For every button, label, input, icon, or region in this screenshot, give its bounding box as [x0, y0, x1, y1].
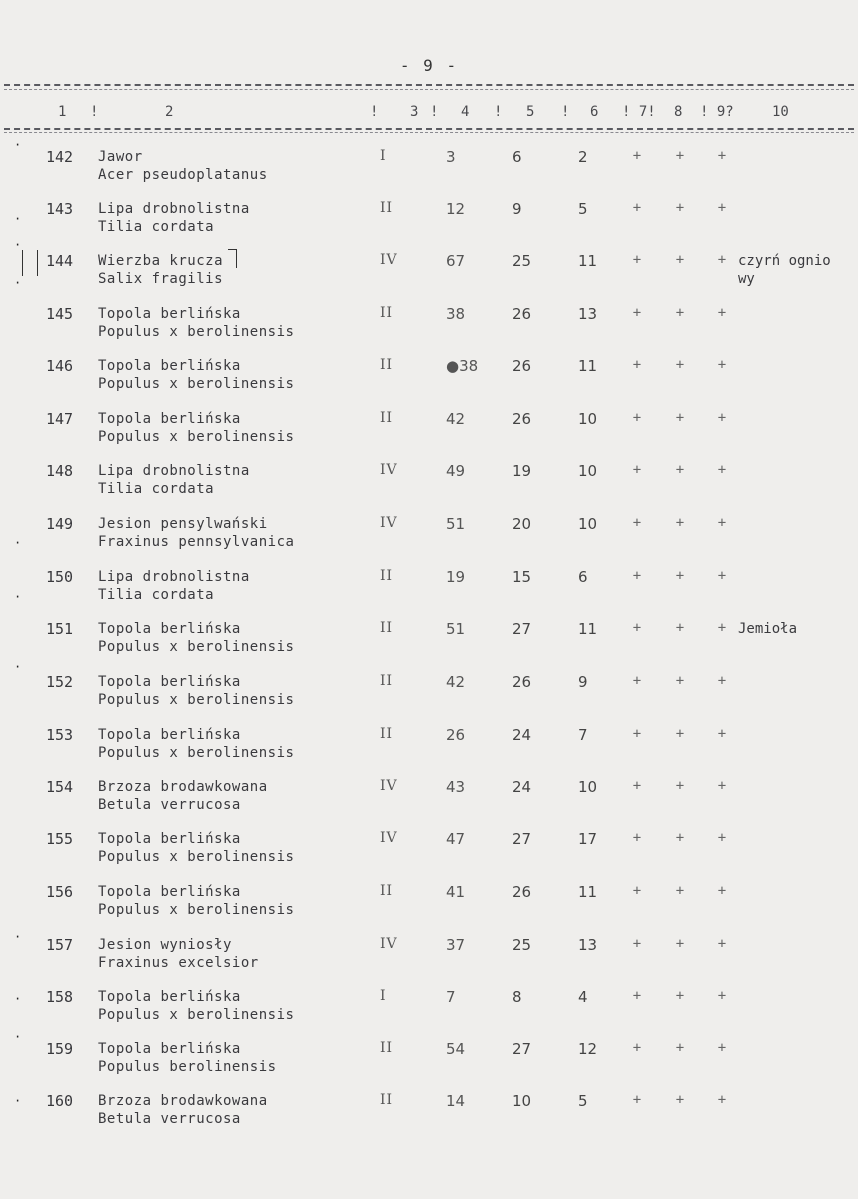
- col-3-value: II: [380, 1092, 394, 1108]
- polish-name: Topola berlińska: [98, 884, 241, 900]
- col-3-value: II: [380, 726, 394, 742]
- polish-name: Jesion wyniosły: [98, 937, 232, 953]
- species-names: [98, 988, 294, 1024]
- col-9-mark: +: [717, 148, 727, 164]
- header-sep: !: [561, 104, 570, 120]
- polish-name: Lipa drobnolistna: [98, 463, 250, 479]
- latin-name: Tilia cordata: [98, 219, 215, 235]
- col-7-mark: +: [632, 148, 642, 164]
- latin-name: Tilia cordata: [98, 587, 215, 603]
- latin-name: Populus berolinensis: [98, 1059, 277, 1075]
- species-names: [98, 883, 294, 919]
- col-3-value: IV: [380, 936, 398, 952]
- species-names: [98, 830, 294, 866]
- col-4-value: 49: [446, 462, 466, 480]
- col-4-value: 38: [446, 305, 466, 323]
- col-3-value: IV: [380, 778, 398, 794]
- col-6-value: 5: [578, 200, 588, 218]
- latin-name: Populus x berolinensis: [98, 849, 295, 865]
- col-7-mark: +: [632, 462, 642, 478]
- col-4-value: 26: [446, 726, 466, 744]
- col-3-value: II: [380, 357, 394, 373]
- header-col-2: 2: [165, 104, 174, 120]
- header-col-1: 1: [58, 104, 67, 120]
- row-number: 159: [46, 1040, 74, 1058]
- col-6-value: 5: [578, 1092, 588, 1110]
- col-5-value: 27: [512, 620, 532, 638]
- col-3-value: II: [380, 883, 394, 899]
- col-3-value: II: [380, 620, 394, 636]
- col-8-mark: +: [675, 778, 685, 794]
- col-9-mark: +: [717, 410, 727, 426]
- header-rule-thin: [4, 132, 854, 133]
- species-names: [98, 778, 268, 814]
- col-6-value: 12: [578, 1040, 598, 1058]
- col-9-mark: +: [717, 568, 727, 584]
- table-row: [0, 726, 858, 778]
- latin-name: Populus x berolinensis: [98, 324, 295, 340]
- polish-name: Topola berlińska: [98, 727, 241, 743]
- margin-dot: ·: [14, 992, 22, 1006]
- col-6-value: 9: [578, 673, 588, 691]
- row-number: 149: [46, 515, 74, 533]
- col-3-value: I: [380, 148, 387, 164]
- header-col-5: 5: [526, 104, 535, 120]
- row-number: 152: [46, 673, 74, 691]
- margin-dot: ·: [14, 930, 22, 944]
- latin-name: Acer pseudoplatanus: [98, 167, 268, 183]
- col-5-value: 27: [512, 830, 532, 848]
- row-number: 146: [46, 357, 74, 375]
- margin-dot: ·: [14, 276, 22, 290]
- row-number: 155: [46, 830, 74, 848]
- col-9-mark: +: [717, 778, 727, 794]
- col-5-value: 15: [512, 568, 532, 586]
- row-number: 160: [46, 1092, 74, 1110]
- col-6-value: 2: [578, 148, 588, 166]
- row-number: 154: [46, 778, 74, 796]
- row-number: 153: [46, 726, 74, 744]
- col-9-mark: +: [717, 357, 727, 373]
- table-row: [0, 462, 858, 514]
- col-8-mark: +: [675, 200, 685, 216]
- col-3-value: IV: [380, 252, 398, 268]
- row-number: 143: [46, 200, 74, 218]
- latin-name: Populus x berolinensis: [98, 639, 295, 655]
- polish-name: Topola berlińska: [98, 674, 241, 690]
- col-10-notes: [738, 252, 831, 288]
- col-6-value: 4: [578, 988, 588, 1006]
- row-number: 147: [46, 410, 74, 428]
- col-4-value: 37: [446, 936, 466, 954]
- col-9-mark: +: [717, 620, 727, 636]
- table-row: [0, 1092, 858, 1144]
- polish-name: Lipa drobnolistna: [98, 201, 250, 217]
- table-row: [0, 936, 858, 988]
- col-8-mark: +: [675, 357, 685, 373]
- col-4-value: 54: [446, 1040, 466, 1058]
- col-5-value: 26: [512, 410, 532, 428]
- species-names: [98, 1040, 277, 1076]
- col-8-mark: +: [675, 515, 685, 531]
- table-row: [0, 200, 858, 252]
- latin-name: Salix fragilis: [98, 271, 224, 287]
- col-6-value: 13: [578, 305, 598, 323]
- col-5-value: 26: [512, 357, 532, 375]
- table-row: [0, 1040, 858, 1092]
- col-9-mark: +: [717, 1092, 727, 1108]
- header-rule: [4, 128, 854, 130]
- col-9-mark: +: [717, 830, 727, 846]
- margin-dot: ·: [14, 238, 22, 252]
- col-4-value: 47: [446, 830, 466, 848]
- col-4-value: 19: [446, 568, 466, 586]
- col-9-mark: +: [717, 673, 727, 689]
- col-5-value: 8: [512, 988, 522, 1006]
- table-row: [0, 515, 858, 567]
- col-7-mark: +: [632, 357, 642, 373]
- col-4-value: 67: [446, 252, 466, 270]
- col-8-mark: +: [675, 148, 685, 164]
- table-row: [0, 883, 858, 935]
- row-number: 157: [46, 936, 74, 954]
- note-line-1: czyrń ognio: [738, 253, 831, 269]
- latin-name: Populus x berolinensis: [98, 1007, 295, 1023]
- latin-name: Populus x berolinensis: [98, 692, 295, 708]
- col-7-mark: +: [632, 410, 642, 426]
- table-row: [0, 830, 858, 882]
- note-line-1: Jemioła: [738, 621, 798, 637]
- polish-name: Brzoza brodawkowana: [98, 1093, 268, 1109]
- col-6-value: 17: [578, 830, 598, 848]
- col-8-mark: +: [675, 620, 685, 636]
- polish-name: Topola berlińska: [98, 358, 241, 374]
- col-8-mark: +: [675, 462, 685, 478]
- header-col-6: 6: [590, 104, 599, 120]
- polish-name: Topola berlińska: [98, 989, 241, 1005]
- col-4-value: 43: [446, 778, 466, 796]
- header-col-7: ! 7!: [622, 104, 656, 120]
- species-names: [98, 568, 250, 604]
- col-4-value: 42: [446, 410, 466, 428]
- col-10-notes: [738, 620, 797, 638]
- margin-dot: ·: [14, 660, 22, 674]
- polish-name: Topola berlińska: [98, 621, 241, 637]
- polish-name: Brzoza brodawkowana: [98, 779, 268, 795]
- margin-dot: ·: [14, 212, 22, 226]
- col-5-value: 9: [512, 200, 522, 218]
- col-7-mark: +: [632, 305, 642, 321]
- species-names: [98, 620, 294, 656]
- species-names: [98, 148, 268, 184]
- species-names: [98, 936, 259, 972]
- top-rule: [4, 84, 854, 86]
- margin-dot: ·: [14, 138, 22, 152]
- latin-name: Populus x berolinensis: [98, 902, 295, 918]
- row-number: 142: [46, 148, 74, 166]
- table-row: [0, 357, 858, 409]
- species-names: [98, 200, 250, 236]
- col-3-value: IV: [380, 830, 398, 846]
- latin-name: Fraxinus pennsylvanica: [98, 534, 295, 550]
- species-names: [98, 252, 223, 288]
- col-5-value: 19: [512, 462, 532, 480]
- row-number: 144: [46, 252, 74, 270]
- latin-name: Fraxinus excelsior: [98, 955, 259, 971]
- col-5-value: 25: [512, 936, 532, 954]
- col-6-value: 7: [578, 726, 588, 744]
- col-4-value: 51: [446, 515, 466, 533]
- col-9-mark: +: [717, 936, 727, 952]
- table-row: [0, 988, 858, 1040]
- col-5-value: 27: [512, 1040, 532, 1058]
- margin-dot: ·: [14, 1094, 22, 1108]
- margin-dot: ·: [14, 590, 22, 604]
- polish-name: Lipa drobnolistna: [98, 569, 250, 585]
- col-8-mark: +: [675, 830, 685, 846]
- species-names: [98, 357, 294, 393]
- col-8-mark: +: [675, 988, 685, 1004]
- col-3-value: II: [380, 305, 394, 321]
- col-4-value: ●38: [446, 357, 479, 375]
- table-row: [0, 778, 858, 830]
- margin-dot: ·: [14, 1030, 22, 1044]
- col-9-mark: +: [717, 305, 727, 321]
- species-names: [98, 462, 250, 498]
- table-row: [0, 410, 858, 462]
- col-7-mark: +: [632, 726, 642, 742]
- polish-name: Jesion pensylwański: [98, 516, 268, 532]
- species-names: [98, 726, 294, 762]
- col-7-mark: +: [632, 252, 642, 268]
- polish-name: Jawor: [98, 149, 143, 165]
- col-8-mark: +: [675, 568, 685, 584]
- col-6-value: 11: [578, 357, 598, 375]
- col-8-mark: +: [675, 726, 685, 742]
- row-number: 145: [46, 305, 74, 323]
- note-line-2: wy: [738, 271, 755, 287]
- header-col-4: 4: [461, 104, 470, 120]
- table-row: [0, 568, 858, 620]
- col-5-value: 26: [512, 305, 532, 323]
- col-8-mark: +: [675, 410, 685, 426]
- latin-name: Tilia cordata: [98, 481, 215, 497]
- col-5-value: 6: [512, 148, 522, 166]
- col-5-value: 10: [512, 1092, 532, 1110]
- row-number: 158: [46, 988, 74, 1006]
- table-row: [0, 305, 858, 357]
- header-sep: !: [370, 104, 379, 120]
- col-7-mark: +: [632, 673, 642, 689]
- col-8-mark: +: [675, 673, 685, 689]
- table-row: [0, 620, 858, 672]
- col-6-value: 13: [578, 936, 598, 954]
- header-col-9: ! 9?: [700, 104, 734, 120]
- col-7-mark: +: [632, 778, 642, 794]
- col-7-mark: +: [632, 1092, 642, 1108]
- col-6-value: 11: [578, 620, 598, 638]
- col-7-mark: +: [632, 200, 642, 216]
- col-7-mark: +: [632, 936, 642, 952]
- header-col-10: 10: [772, 104, 789, 120]
- col-6-value: 10: [578, 515, 598, 533]
- col-4-value: 51: [446, 620, 466, 638]
- col-3-value: II: [380, 1040, 394, 1056]
- row-number: 156: [46, 883, 74, 901]
- polish-name: Wierzba krucza: [98, 253, 224, 269]
- col-5-value: 24: [512, 778, 532, 796]
- col-7-mark: +: [632, 830, 642, 846]
- latin-name: Populus x berolinensis: [98, 745, 295, 761]
- col-6-value: 11: [578, 252, 598, 270]
- col-7-mark: +: [632, 620, 642, 636]
- col-4-value: 7: [446, 988, 456, 1006]
- latin-name: Populus x berolinensis: [98, 376, 295, 392]
- table-row: [0, 252, 858, 304]
- col-9-mark: +: [717, 200, 727, 216]
- col-3-value: IV: [380, 462, 398, 478]
- col-6-value: 11: [578, 883, 598, 901]
- latin-name: Betula verrucosa: [98, 1111, 241, 1127]
- col-3-value: II: [380, 568, 394, 584]
- col-7-mark: +: [632, 515, 642, 531]
- col-8-mark: +: [675, 883, 685, 899]
- species-names: [98, 305, 294, 341]
- col-9-mark: +: [717, 1040, 727, 1056]
- col-4-value: 14: [446, 1092, 466, 1110]
- col-5-value: 26: [512, 673, 532, 691]
- table-row: [0, 148, 858, 200]
- col-7-mark: +: [632, 988, 642, 1004]
- latin-name: Betula verrucosa: [98, 797, 241, 813]
- col-9-mark: +: [717, 462, 727, 478]
- col-7-mark: +: [632, 568, 642, 584]
- col-5-value: 26: [512, 883, 532, 901]
- col-6-value: 10: [578, 462, 598, 480]
- col-8-mark: +: [675, 305, 685, 321]
- header-col-8: 8: [674, 104, 683, 120]
- col-9-mark: +: [717, 726, 727, 742]
- top-rule-thin: [4, 89, 854, 90]
- col-3-value: II: [380, 200, 394, 216]
- row-number: 150: [46, 568, 74, 586]
- col-6-value: 6: [578, 568, 588, 586]
- col-8-mark: +: [675, 936, 685, 952]
- col-5-value: 24: [512, 726, 532, 744]
- col-4-value: 42: [446, 673, 466, 691]
- header-sep: !: [430, 104, 439, 120]
- col-8-mark: +: [675, 1092, 685, 1108]
- page-number: - 9 -: [399, 56, 459, 75]
- col-9-mark: +: [717, 515, 727, 531]
- col-5-value: 25: [512, 252, 532, 270]
- col-9-mark: +: [717, 252, 727, 268]
- polish-name: Topola berlińska: [98, 1041, 241, 1057]
- row-number: 148: [46, 462, 74, 480]
- col-3-value: I: [380, 988, 387, 1004]
- col-9-mark: +: [717, 988, 727, 1004]
- polish-name: Topola berlińska: [98, 306, 241, 322]
- row-number: 151: [46, 620, 74, 638]
- header-col-3: 3: [410, 104, 419, 120]
- species-names: [98, 515, 294, 551]
- latin-name: Populus x berolinensis: [98, 429, 295, 445]
- col-6-value: 10: [578, 410, 598, 428]
- table-row: [0, 673, 858, 725]
- species-names: [98, 1092, 268, 1128]
- species-names: [98, 410, 294, 446]
- col-9-mark: +: [717, 883, 727, 899]
- col-4-value: 12: [446, 200, 466, 218]
- col-8-mark: +: [675, 1040, 685, 1056]
- col-8-mark: +: [675, 252, 685, 268]
- col-3-value: II: [380, 410, 394, 426]
- col-3-value: II: [380, 673, 394, 689]
- col-5-value: 20: [512, 515, 532, 533]
- col-3-value: IV: [380, 515, 398, 531]
- col-7-mark: +: [632, 883, 642, 899]
- col-4-value: 3: [446, 148, 456, 166]
- polish-name: Topola berlińska: [98, 411, 241, 427]
- header-sep: !: [90, 104, 99, 120]
- species-names: [98, 673, 294, 709]
- polish-name: Topola berlińska: [98, 831, 241, 847]
- col-4-value: 41: [446, 883, 466, 901]
- col-6-value: 10: [578, 778, 598, 796]
- col-7-mark: +: [632, 1040, 642, 1056]
- header-sep: !: [494, 104, 503, 120]
- margin-dot: ·: [14, 536, 22, 550]
